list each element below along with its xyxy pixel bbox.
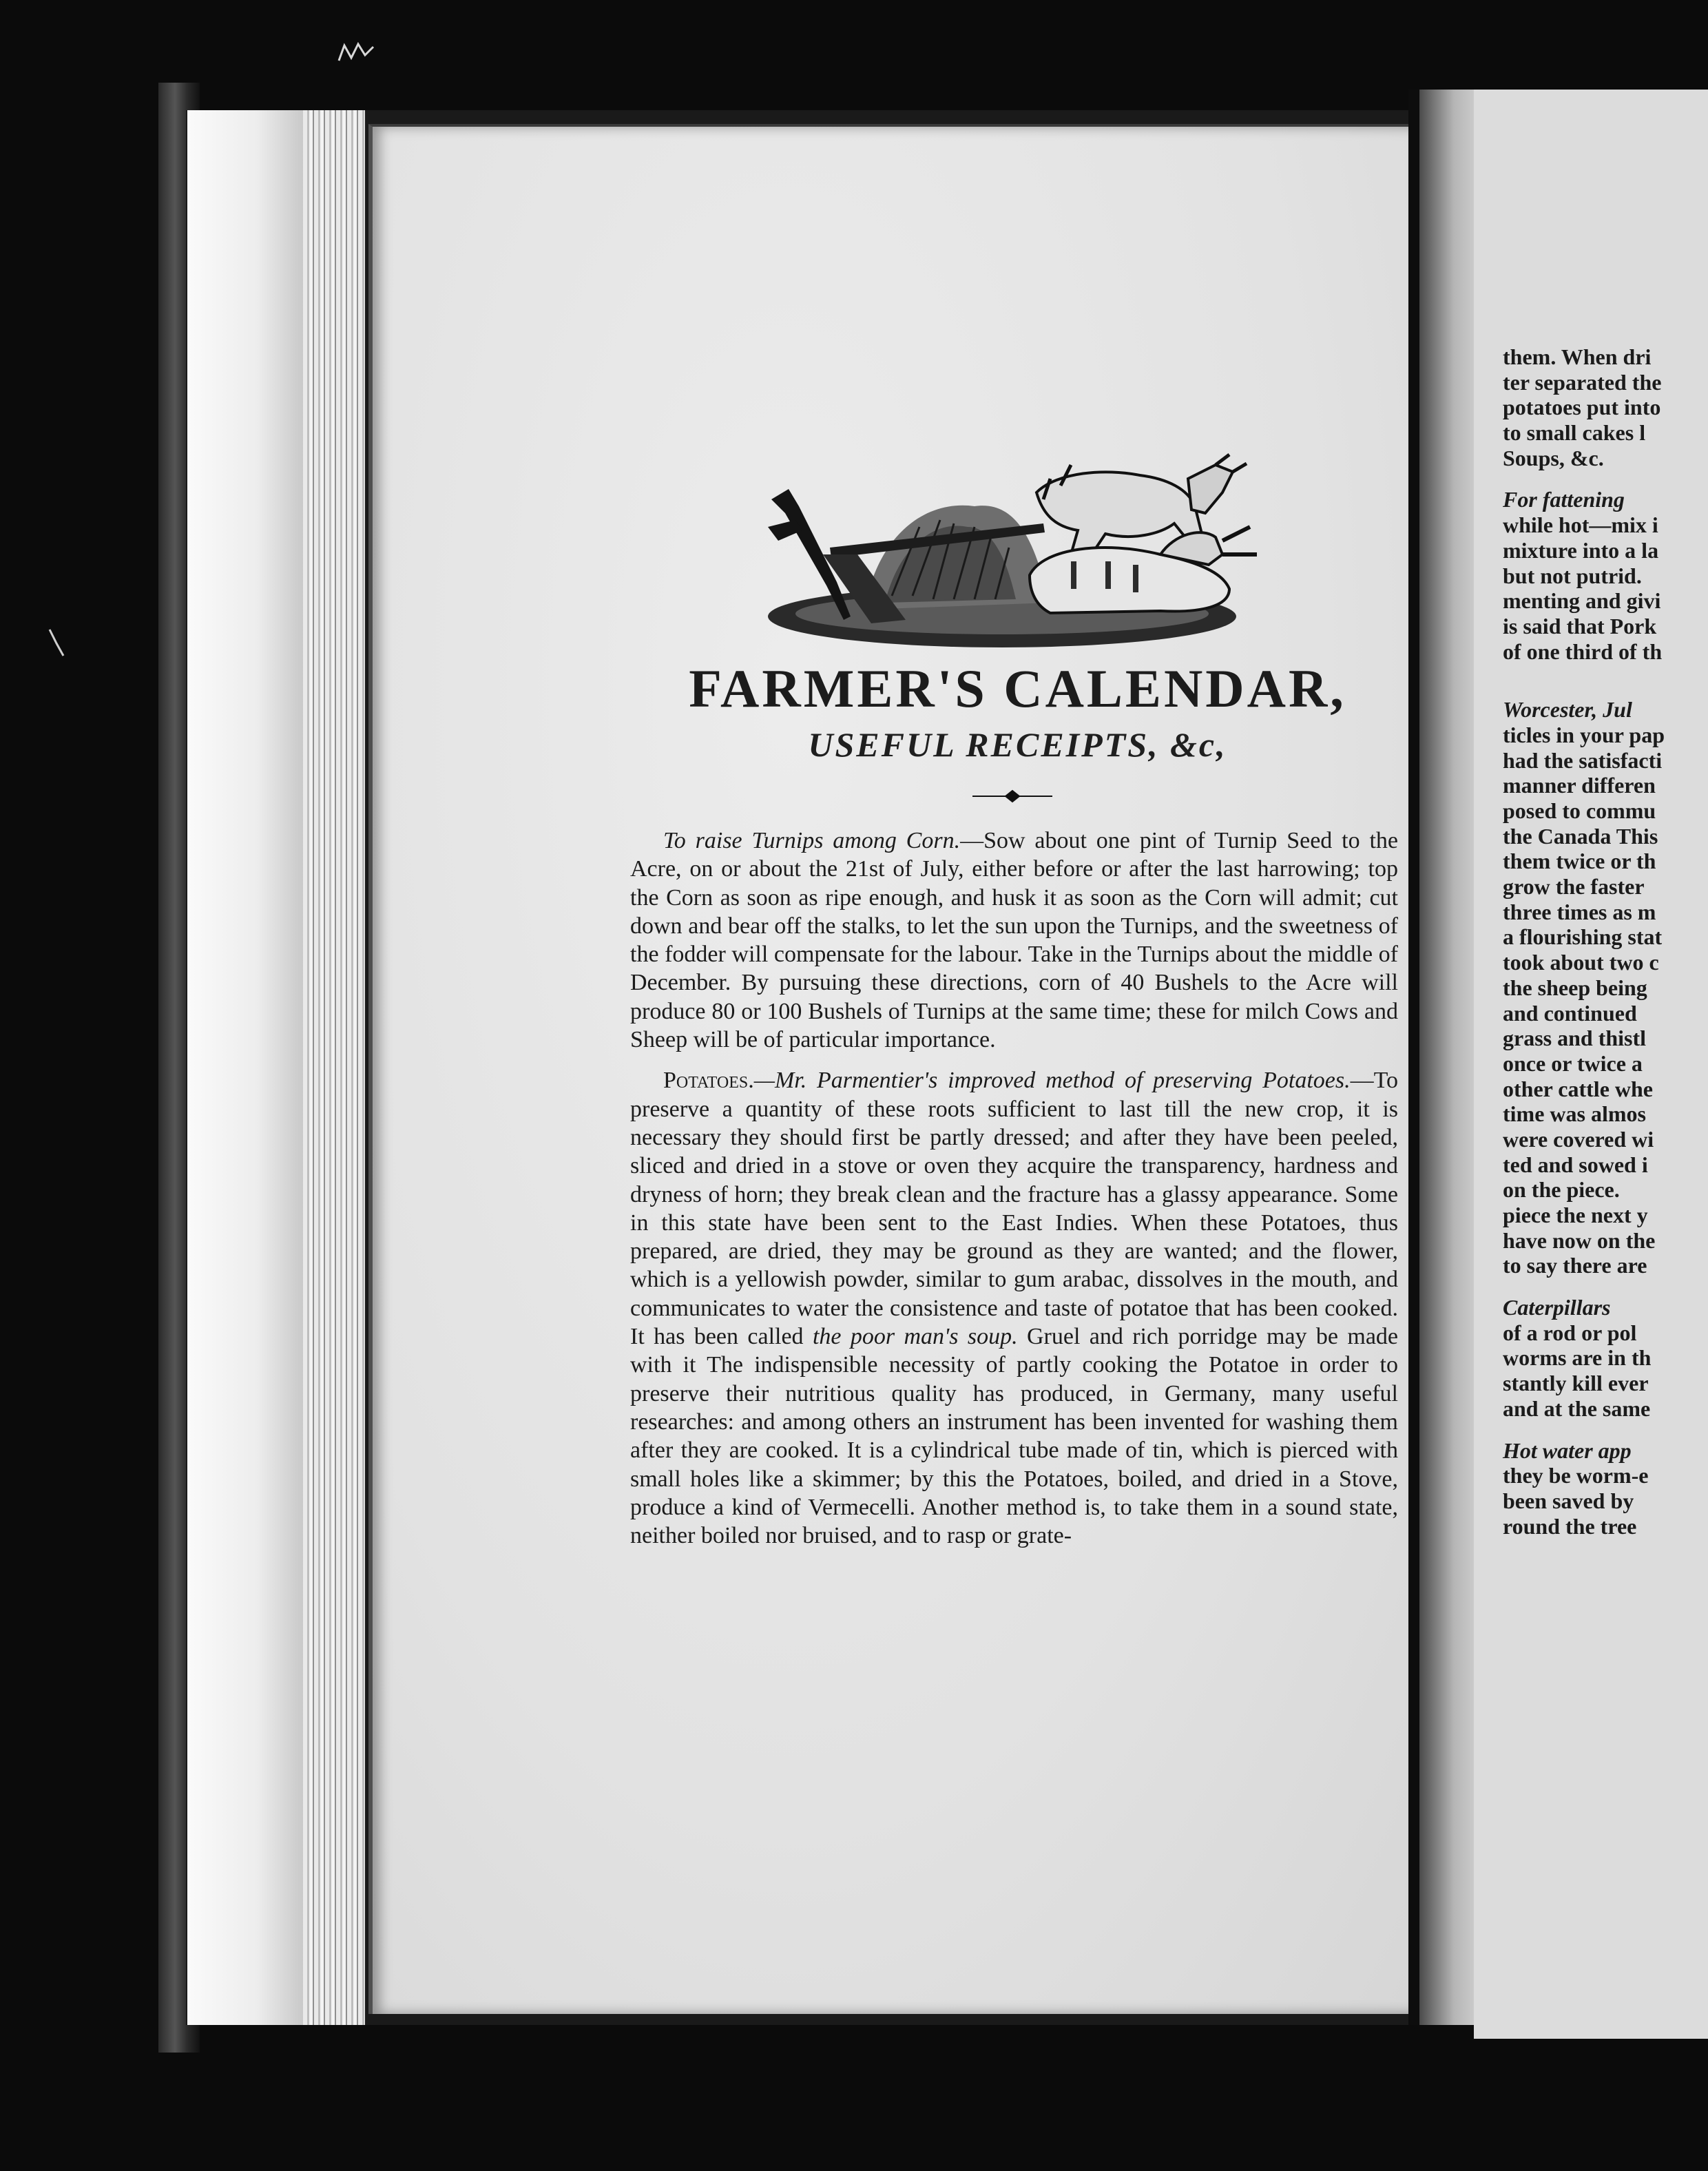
scan-corner-mark	[336, 40, 376, 67]
right-page-line	[1503, 1295, 1708, 1320]
paragraph-heading: To raise Turnips among Corn.	[663, 828, 961, 853]
right-page-line: time was almos	[1503, 1101, 1646, 1127]
right-page-line: menting and givi	[1503, 588, 1661, 614]
line-gap	[1503, 681, 1708, 697]
right-page-line: worms are in th	[1503, 1345, 1652, 1371]
right-page-line: posed to commu	[1503, 798, 1656, 823]
right-page-line	[1503, 1438, 1708, 1464]
right-page-line	[1503, 697, 1708, 723]
right-page-line: on the piece.	[1503, 1177, 1620, 1203]
paragraph-potatoes	[630, 1066, 1398, 1550]
italic-lead: Caterpillars	[1503, 1295, 1611, 1320]
ornament-divider-icon	[971, 787, 1054, 806]
right-page-line: them twice or th	[1503, 849, 1656, 874]
paragraph-turnips	[630, 827, 1398, 1054]
right-page-line: ticles in your pap	[1503, 722, 1665, 747]
page-subtitle: USEFUL RECEIPTS, &c,	[808, 725, 1227, 764]
line-gap	[1503, 470, 1708, 487]
right-page-line	[1503, 487, 1708, 512]
right-page-line: mixture into a la	[1503, 537, 1659, 563]
right-page-line: manner differen	[1503, 773, 1656, 798]
page-edges	[303, 110, 365, 2025]
line-gap	[1503, 1278, 1708, 1295]
paragraph-heading-caps: Potatoes.	[663, 1068, 754, 1094]
italic-lead: Worcester, Jul	[1503, 697, 1632, 723]
line-gap	[1503, 1422, 1708, 1438]
right-page-line: Soups, &c.	[1503, 445, 1604, 470]
right-page-line: to small cakes l	[1503, 420, 1646, 446]
flyleaf-strip	[187, 110, 303, 2025]
article-body	[630, 827, 1398, 1562]
right-page-line: round the tree	[1503, 1513, 1637, 1539]
right-page-line: and at the same	[1503, 1395, 1651, 1421]
italic-lead: Hot water app	[1503, 1437, 1632, 1463]
line-gap	[1503, 664, 1708, 681]
right-page-line: but not putrid.	[1503, 563, 1642, 588]
right-page-line: took about two c	[1503, 950, 1659, 975]
italic-phrase: the poor man's soup.	[812, 1324, 1018, 1350]
right-page-line: potatoes put into	[1503, 395, 1661, 420]
right-page-line: had the satisfacti	[1503, 747, 1663, 773]
right-page-line: ter separated the	[1503, 369, 1662, 395]
page-title: FARMER'S CALENDAR,	[689, 658, 1346, 718]
right-page-line: them. When dri	[1503, 344, 1652, 369]
right-page-line: once or twice a	[1503, 1050, 1643, 1076]
right-page-line: the Canada This	[1503, 823, 1658, 849]
right-page-line: the sheep being	[1503, 975, 1647, 1000]
paragraph-text: —To preserve a quantity of these roots sufficient to last till the new crop, it is necessary they should first be partly dressed; and after they have been peeled, sliced and dried in a stove or oven they acquire the transparency, hardness and dryness of horn; they break clean and the fracture has a glassy appearance. Some in this state have been sent to the East Indies. When these Potatoes, thus prepared, are dried, they may be ground as they are wanted; and the flower, which is a yellowish powder, similar to gum arabac, dissolves in the mouth, and communicates to water the consistence and taste of potatoe that has been cooked. It has been called	[630, 1068, 1398, 1350]
paragraph-text: —Sow about one pint of Turnip Seed to the Acre, on or about the 21st of July, either before or after the last harrowing; top the Corn as soon as ripe enough, and husk it as soon as the Corn will admit; cut down and bear off the stalks, to let the sun upon the Turnips, and the sweetness of the fodder will compensate for the labour. Take in the Turnips about the middle of December. By pursuing these directions, corn of 40 Bushels to the Acre will produce 80 or 100 Bushels of Turnips at the same time; these for milch Cows and Sheep will be of particular importance.	[630, 828, 1398, 1053]
right-page-line: they be worm-e	[1503, 1463, 1649, 1488]
right-page-text	[1503, 344, 1708, 1539]
right-page-line: and continued	[1503, 1000, 1637, 1026]
right-page-line: ted and sowed i	[1503, 1152, 1648, 1177]
scan-margin-mark	[47, 627, 66, 658]
paragraph-text: Gruel and rich porridge may be made with it The indispensible necessity of partly cooking the Potatoe in order to preserve their nutritious quality has produced, in Germany, many useful researches: and among others an instrument has been invented for washing them after they are cooked. It is a cylindrical tube made of tin, which is pierced with small holes like a skimmer; by this the Potatoes, boiled, and dried in a Stove, produce a kind of Vermecelli. Another method is, to take them in a sound state, neither boiled nor bruised, and to rasp or grate-	[630, 1324, 1399, 1549]
right-page-line: grow the faster	[1503, 874, 1645, 900]
right-page-line: have now on the	[1503, 1227, 1656, 1253]
right-page-line: stantly kill ever	[1503, 1371, 1649, 1396]
right-page-line: of one third of th	[1503, 638, 1663, 664]
italic-lead: For fattening	[1503, 487, 1625, 512]
right-page-line: were covered wi	[1503, 1126, 1654, 1152]
right-page-line: while hot—mix i	[1503, 512, 1658, 538]
right-page-line: a flourishing stat	[1503, 924, 1663, 950]
paragraph-heading: —Mr. Parmentier's improved method of preserving Potatoes.	[753, 1068, 1351, 1094]
right-page-line: to say there are	[1503, 1253, 1647, 1278]
ox-and-plough-illustration	[747, 451, 1260, 658]
right-page-line: is said that Pork	[1503, 613, 1657, 638]
right-page-line: of a rod or pol	[1503, 1320, 1637, 1345]
right-page-line: been saved by	[1503, 1488, 1634, 1513]
right-page-line: other cattle whe	[1503, 1076, 1653, 1101]
book-gutter	[1408, 90, 1419, 2025]
right-page-line: grass and thistl	[1503, 1026, 1647, 1051]
right-page-line: three times as m	[1503, 899, 1656, 924]
right-page-line: piece the next y	[1503, 1203, 1648, 1227]
